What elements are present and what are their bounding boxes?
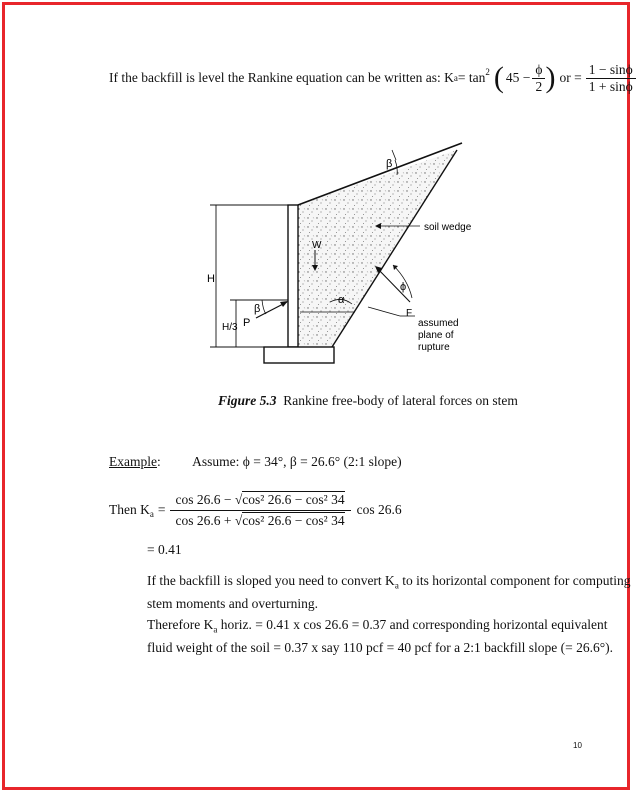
paragraph2-line2: fluid weight of the soil = 0.37 x say 110 pcf = 40 pcf for a 2:1 backfill slope (= 26.6°). [147, 639, 614, 655]
beta-top-leader [392, 150, 396, 160]
wall-stem [288, 205, 298, 347]
caption-figure-number: Figure 5.3 [218, 393, 277, 408]
phi-label: ϕ [400, 281, 407, 293]
paren-term: 45 − [505, 70, 531, 85]
rupture-label-3: rupture [418, 342, 450, 353]
p-label: P [243, 317, 251, 329]
soil-wedge-label: soil wedge [424, 222, 472, 233]
tan-exponent: 2 [485, 67, 490, 77]
then-ka-subscript: a [149, 509, 154, 519]
ka-numerator [170, 492, 351, 511]
ka-denominator-root: cos² 26.6 − cos² 34 [242, 512, 345, 528]
ka-equation [109, 486, 402, 534]
paragraph2-part2: horiz. = 0.41 x cos 26.6 = 0.37 and corresponding horizontal equivalent [217, 617, 608, 632]
example-label: Example [109, 454, 157, 469]
or-equals-text: or = [559, 70, 582, 85]
two-denominator: 2 [535, 78, 543, 94]
paragraph2-part1: Therefore K [147, 617, 214, 632]
paragraph1-part2: to its horizontal component for computing [398, 573, 631, 588]
alpha-label: α [338, 294, 345, 306]
rupture-label-2: plane of [418, 330, 454, 341]
sqrt-sign-den: √ [234, 512, 243, 528]
paragraph2-line1 [147, 616, 613, 639]
ka-fraction [170, 492, 351, 528]
ka-denominator [170, 511, 351, 529]
ka-numerator-left: cos 26.6 − [175, 491, 232, 507]
caption-text: Rankine free-body of lateral forces on stem [283, 393, 518, 408]
h-label: H [207, 273, 215, 285]
ka-numerator-root: cos² 26.6 − cos² 34 [242, 491, 345, 507]
figure-caption [218, 393, 518, 409]
paragraph-sloped-backfill [147, 572, 631, 612]
paragraph1-part1: If the backfill is sloped you need to convert K [147, 573, 395, 588]
example-line [109, 454, 402, 470]
beta-mid-label: β [254, 303, 261, 315]
open-paren: ( [493, 61, 504, 94]
w-label: W [312, 240, 322, 251]
then-ka-text: Then K [109, 502, 150, 517]
rupture-leader [368, 307, 400, 316]
beta-arc-mid [262, 300, 266, 314]
wall-footing [264, 347, 334, 363]
equation-lead-text: If the backfill is level the Rankine equation can be written as: K [109, 70, 454, 85]
paragraph2-subscript: a [213, 624, 218, 635]
ka-denominator-left: cos 26.6 + [175, 512, 232, 528]
p-arrowhead [280, 301, 288, 307]
ka-subscript: a [453, 73, 458, 83]
paragraph1-line1 [147, 572, 631, 595]
ka-equals: = [157, 502, 166, 517]
rupture-label-1: assumed [418, 318, 459, 329]
h3-label: H/3 [222, 322, 238, 333]
equals-tan-text: = tan [457, 70, 486, 85]
ka-times-cos: cos 26.6 [356, 502, 402, 517]
paragraph1-subscript: a [394, 580, 399, 591]
page-number: 10 [573, 741, 582, 750]
sin-fraction-denominator: 1 + sinϕ [588, 78, 633, 94]
ka-result: = 0.41 [147, 542, 182, 557]
phi-numerator: ϕ [532, 62, 545, 79]
example-colon: : [156, 454, 161, 469]
paragraph1-line2: stem moments and overturning. [147, 595, 318, 611]
f-label: F [406, 308, 413, 319]
beta-top-label: β [386, 158, 393, 170]
sin-fraction-numerator: 1 − sinϕ [586, 62, 636, 79]
close-paren: ) [545, 61, 556, 94]
example-assume: Assume: ϕ = 34°, β = 26.6° (2:1 slope) [192, 454, 402, 469]
sqrt-sign-num: √ [234, 491, 243, 507]
paragraph-horizontal-component [147, 616, 613, 656]
